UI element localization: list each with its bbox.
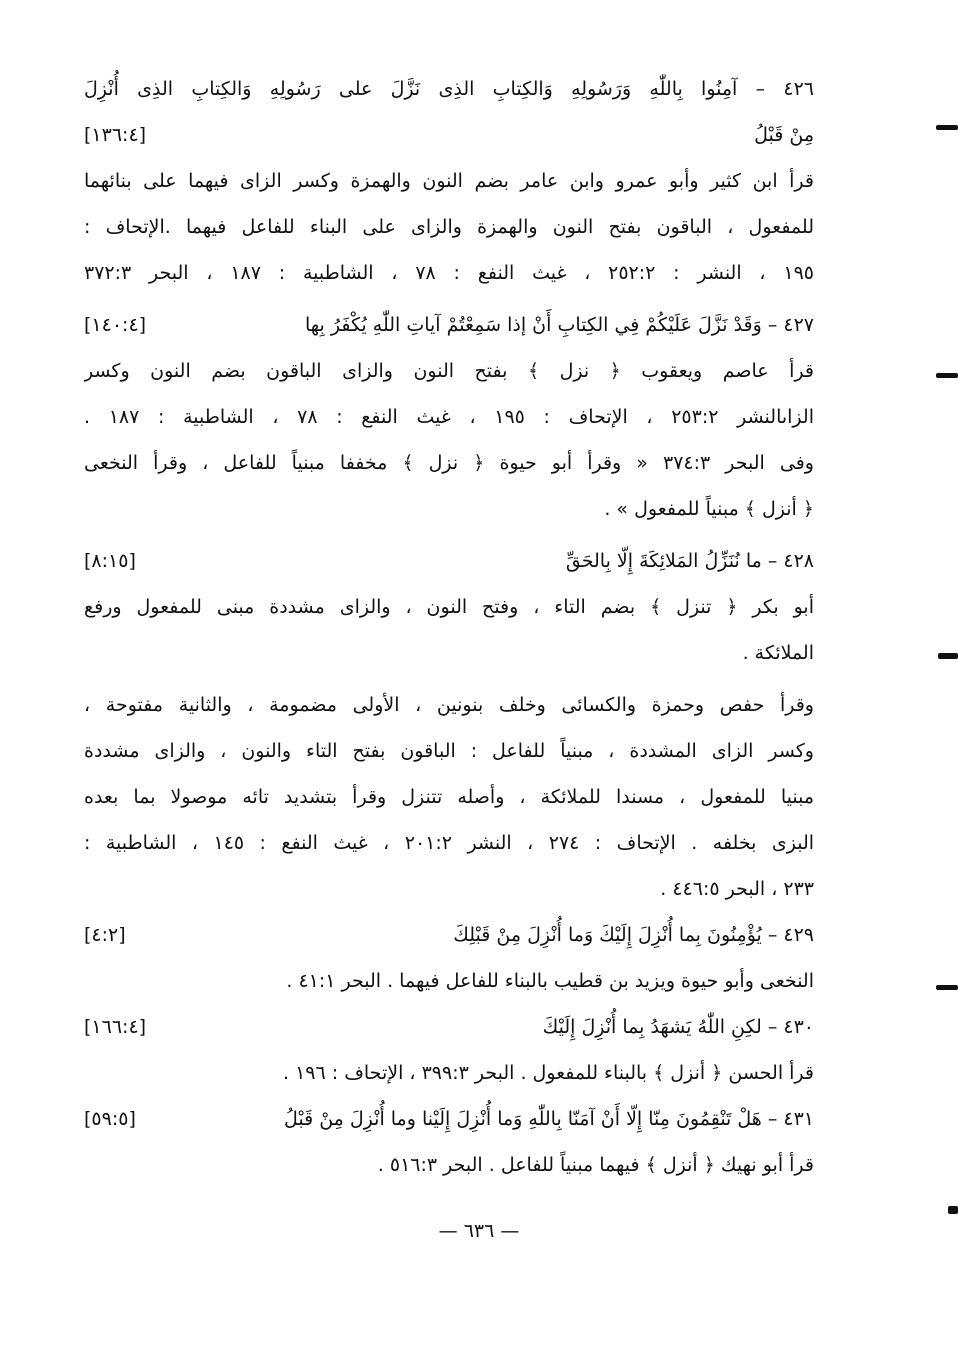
- scan-edge-mark: [936, 985, 958, 990]
- scan-edge-mark: [948, 1206, 958, 1214]
- verse-line: ٤٣٠ – لكِنِ اللّٰهُ يَشهَدُ بِما أُنْزِلَ إِلَيْكَ: [542, 1016, 814, 1038]
- verse-line-with-ref: [84, 912, 814, 958]
- verse-reference: [١٣٦:٤]: [84, 124, 147, 146]
- commentary-line: الزاىالنشر ٢٥٣:٢ ، الإتحاف : ١٩٥ ، غيث النفع : ٧٨ ، الشاطبية : ١٨٧ .: [84, 406, 814, 428]
- commentary-line: قرأ عاصم ويعقوب ﴿ نزل ﴾ بفتح النون والزاى الباقون بضم النون وكسر: [84, 360, 814, 382]
- verse-line-with-ref: [84, 112, 814, 158]
- commentary-line: وكسر الزاى المشددة ، مبنياً للفاعل : الباقون بفتح التاء والنون ، والزاى مشددة: [84, 740, 814, 762]
- commentary-line: ﴿ أنزل ﴾ مبنياً للمفعول » .: [604, 498, 814, 520]
- commentary-line: وقرأ حفص وحمزة والكسائى وخلف بنونين ، الأولى مضمومة ، والثانية مفتوحة ،: [84, 694, 814, 716]
- page-content: [84, 66, 814, 1188]
- verse-reference: [١٦٦:٤]: [84, 1016, 147, 1038]
- verse-line: ٤٢٧ – وَقَدْ نَزَّلَ عَلَيْكُمْ فِي الكِتابِ أَنْ إذا سَمِعْتُمْ آياتِ اللّٰهِ يُكْفَرُ بِها: [304, 314, 814, 336]
- verse-line-with-ref: [84, 302, 814, 348]
- scan-edge-mark: [938, 653, 958, 659]
- verse-reference: [٥٩:٥]: [84, 1108, 136, 1130]
- commentary-line: ٢٣٣ ، البحر ٤٤٦:٥ .: [660, 878, 814, 900]
- verse-line: ٤٢٨ – ما نُنَزِّلُ المَلائِكَةَ إِلّا بِالحَقِّ: [565, 550, 814, 572]
- verse-line: ٤٢٩ – يُؤْمِنُونَ بِما أُنْزِلَ إِلَيْكَ وَما أُنْزِلَ مِنْ قَبْلِكَ: [453, 924, 814, 946]
- commentary-line: للمفعول ، الباقون بفتح النون والهمزة والزاى على البناء للفاعل فيهما .الإتحاف :: [84, 216, 814, 238]
- commentary-line: أبو بكر ﴿ تنزل ﴾ بضم التاء ، وفتح النون ، والزاى مشددة مبنى للمفعول ورفع: [84, 596, 814, 618]
- verse-reference: [٨:١٥]: [84, 550, 136, 572]
- page-number: — ٦٣٦ —: [438, 1220, 520, 1242]
- scan-edge-mark: [936, 373, 958, 378]
- commentary-line: قرأ أبو نهيك ﴿ أنزل ﴾ فيهما مبنياً للفاعل . البحر ٥١٦:٣ .: [377, 1154, 814, 1176]
- verse-line: ٤٢٦ – آمِنُوا بِاللّٰهِ وَرَسُولِهِ وَالكِتابِ الذِى نَزَّلَ على رَسُولِهِ وَالكِتابِ الذِى أُنْزِلَ: [84, 78, 814, 100]
- verse-line: مِنْ قَبْلُ: [754, 124, 814, 146]
- commentary-line: وفى البحر ٣٧٤:٣ « وقرأ أبو حيوة ﴿ نزل ﴾ مخففا مبنياً للفاعل ، وقرأ النخعى: [84, 452, 814, 474]
- verse-line-with-ref: [84, 1004, 814, 1050]
- scan-edge-mark: [936, 125, 958, 130]
- verse-line-with-ref: [84, 1096, 814, 1142]
- commentary-line: ١٩٥ ، النشر : ٢٥٢:٢ ، غيث النفع : ٧٨ ، الشاطبية : ١٨٧ ، البحر ٣٧٢:٣: [84, 262, 814, 284]
- commentary-line: البزى بخلفه . الإتحاف : ٢٧٤ ، النشر ٢٠١:٢ ، غيث النفع : ١٤٥ ، الشاطبية :: [84, 832, 814, 854]
- verse-reference: [١٤٠:٤]: [84, 314, 147, 336]
- verse-line: ٤٣١ – هَلْ تَنْقِمُونَ مِنّا إِلّا أَنْ آمَنّا بِاللّٰهِ وَما أُنْزِلَ إِلَيْنا وما أُنْزِلَ مِنْ قَبْلُ: [283, 1108, 814, 1130]
- commentary-line: مبنيا للمفعول ، مسندا للملائكة ، وأصله تتنزل وقرأ بتشديد تائه موصولا بما بعده: [84, 786, 814, 808]
- commentary-line: قرأ الحسن ﴿ أنزل ﴾ بالبناء للمفعول . البحر ٣٩٩:٣ ، الإتحاف : ١٩٦ .: [283, 1062, 814, 1084]
- commentary-line: النخعى وأبو حيوة ويزيد بن قطيب بالبناء للفاعل فيهما . البحر ٤١:١ .: [286, 970, 814, 992]
- verse-line-with-ref: [84, 538, 814, 584]
- commentary-line: قرأ ابن كثير وأبو عمرو وابن عامر بضم النون والهمزة وكسر الزاى فيهما على بنائهما: [84, 170, 814, 192]
- verse-reference: [٤:٢]: [84, 924, 126, 946]
- commentary-line: الملائكة .: [742, 642, 814, 664]
